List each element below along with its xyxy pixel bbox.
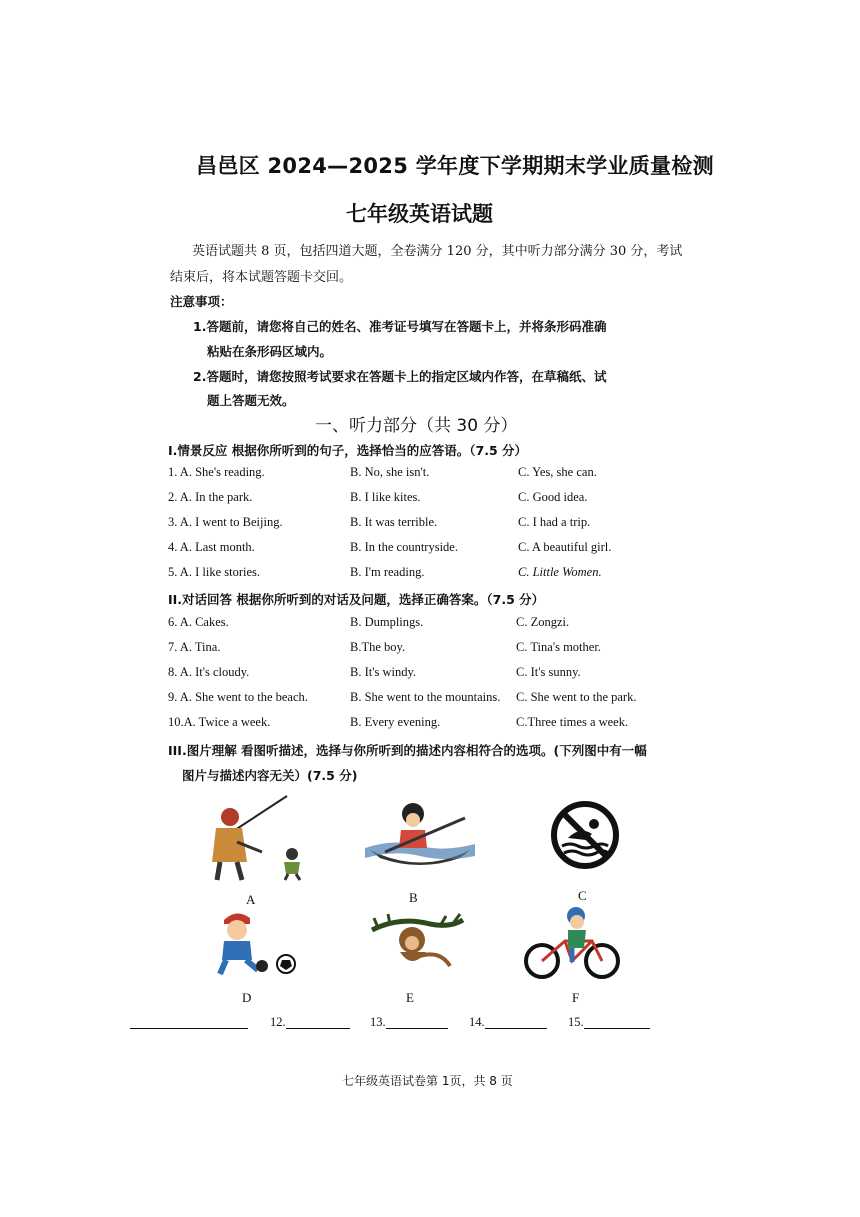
notice-item-1-line-2: 粘贴在条形码区域内。 — [207, 344, 333, 359]
option-6a: 6. A. Cakes. — [168, 615, 229, 629]
option-3b: B. It was terrible. — [350, 515, 438, 529]
option-2c: C. Good idea. — [518, 490, 588, 504]
exam-subtitle: 七年级英语试题 — [346, 202, 493, 226]
answer-blank-14[interactable] — [485, 1028, 547, 1029]
option-10c: C.Three times a week. — [516, 715, 629, 729]
option-9a: 9. A. She went to the beach. — [168, 690, 308, 704]
notice-item-2-line-2: 题上答题无效。 — [207, 393, 295, 408]
exam-title: 昌邑区 2024—2025 学年度下学期期末学业质量检测 — [196, 154, 714, 178]
picture-label-c: C — [578, 888, 587, 903]
option-6c: C. Zongzi. — [516, 615, 570, 629]
option-4a: 4. A. Last month. — [168, 540, 255, 554]
picture-label-a: A — [246, 892, 256, 907]
picture-label-e: E — [406, 990, 414, 1005]
option-5c: C. Little Women. — [518, 565, 602, 579]
part-1-instruction: I.情景反应 根据你所听到的句子，选择恰当的应答语。（7.5 分） — [168, 443, 527, 458]
option-5a: 5. A. I like stories. — [168, 565, 261, 579]
part-3-instruction-line-2: 图片与描述内容无关）(7.5 分) — [182, 768, 358, 783]
no-swimming-sign-icon — [550, 800, 620, 870]
option-4b: B. In the countryside. — [350, 540, 458, 554]
answer-blank-13[interactable] — [386, 1028, 448, 1029]
answer-number-15: 15. — [568, 1015, 584, 1029]
intro-line-2: 结束后，将本试题答题卡交回。 — [170, 270, 353, 285]
answer-blank-11[interactable] — [130, 1028, 248, 1029]
answer-number-12: 12. — [270, 1015, 286, 1029]
option-5b: B. I'm reading. — [350, 565, 425, 579]
boy-soccer-icon — [212, 908, 302, 978]
boy-bicycle-icon — [520, 906, 625, 981]
answer-blank-12[interactable] — [286, 1028, 350, 1029]
part-3-instruction-line-1: III.图片理解 看图听描述，选择与你所听到的描述内容相符合的选项。(下列图中有一幅 — [168, 743, 647, 758]
option-8b: B. It's windy. — [350, 665, 417, 679]
option-10b: B. Every evening. — [350, 715, 441, 729]
answer-number-13: 13. — [370, 1015, 386, 1029]
option-6b: B. Dumplings. — [350, 615, 424, 629]
option-2b: B. I like kites. — [350, 490, 421, 504]
option-4c: C. A beautiful girl. — [518, 540, 612, 554]
notice-item-1-line-1: 1.答题前，请您将自己的姓名、准考证号填写在答题卡上，并将条形码准确 — [193, 319, 607, 334]
monkey-tree-icon — [370, 910, 465, 975]
option-7b: B.The boy. — [350, 640, 406, 654]
option-9c: C. She went to the park. — [516, 690, 637, 704]
picture-label-b: B — [409, 890, 418, 905]
option-8c: C. It's sunny. — [516, 665, 581, 679]
fishing-adult-child-icon — [192, 792, 312, 882]
option-3a: 3. A. I went to Beijing. — [168, 515, 283, 529]
option-1a: 1. A. She's reading. — [168, 465, 265, 479]
section-listening-heading: 一、听力部分（共 30 分） — [315, 416, 518, 436]
answer-number-14: 14. — [469, 1015, 485, 1029]
page-footer: 七年级英语试卷第 1页，共 8 页 — [342, 1074, 513, 1088]
option-7a: 7. A. Tina. — [168, 640, 221, 654]
notice-item-2-line-1: 2.答题时，请您按照考试要求在答题卡上的指定区域内作答，在草稿纸、试 — [193, 369, 607, 384]
picture-label-f: F — [572, 990, 580, 1005]
option-1b: B. No, she isn't. — [350, 465, 430, 479]
answer-blank-15[interactable] — [584, 1028, 650, 1029]
option-2a: 2. A. In the park. — [168, 490, 253, 504]
picture-label-d: D — [242, 990, 252, 1005]
option-3c: C. I had a trip. — [518, 515, 591, 529]
option-8a: 8. A. It's cloudy. — [168, 665, 250, 679]
intro-line-1: 英语试题共 8 页，包括四道大题，全卷满分 120 分，其中听力部分满分 30 分，考试 — [192, 244, 683, 259]
option-7c: C. Tina's mother. — [516, 640, 601, 654]
option-9b: B. She went to the mountains. — [350, 690, 501, 704]
rowing-boat-icon — [365, 800, 475, 875]
notice-heading: 注意事项： — [170, 294, 233, 309]
part-2-instruction: II.对话回答 根据你所听到的对话及问题，选择正确答案。（7.5 分） — [168, 592, 545, 607]
option-1c: C. Yes, she can. — [518, 465, 597, 479]
option-10a: 10.A. Twice a week. — [168, 715, 271, 729]
